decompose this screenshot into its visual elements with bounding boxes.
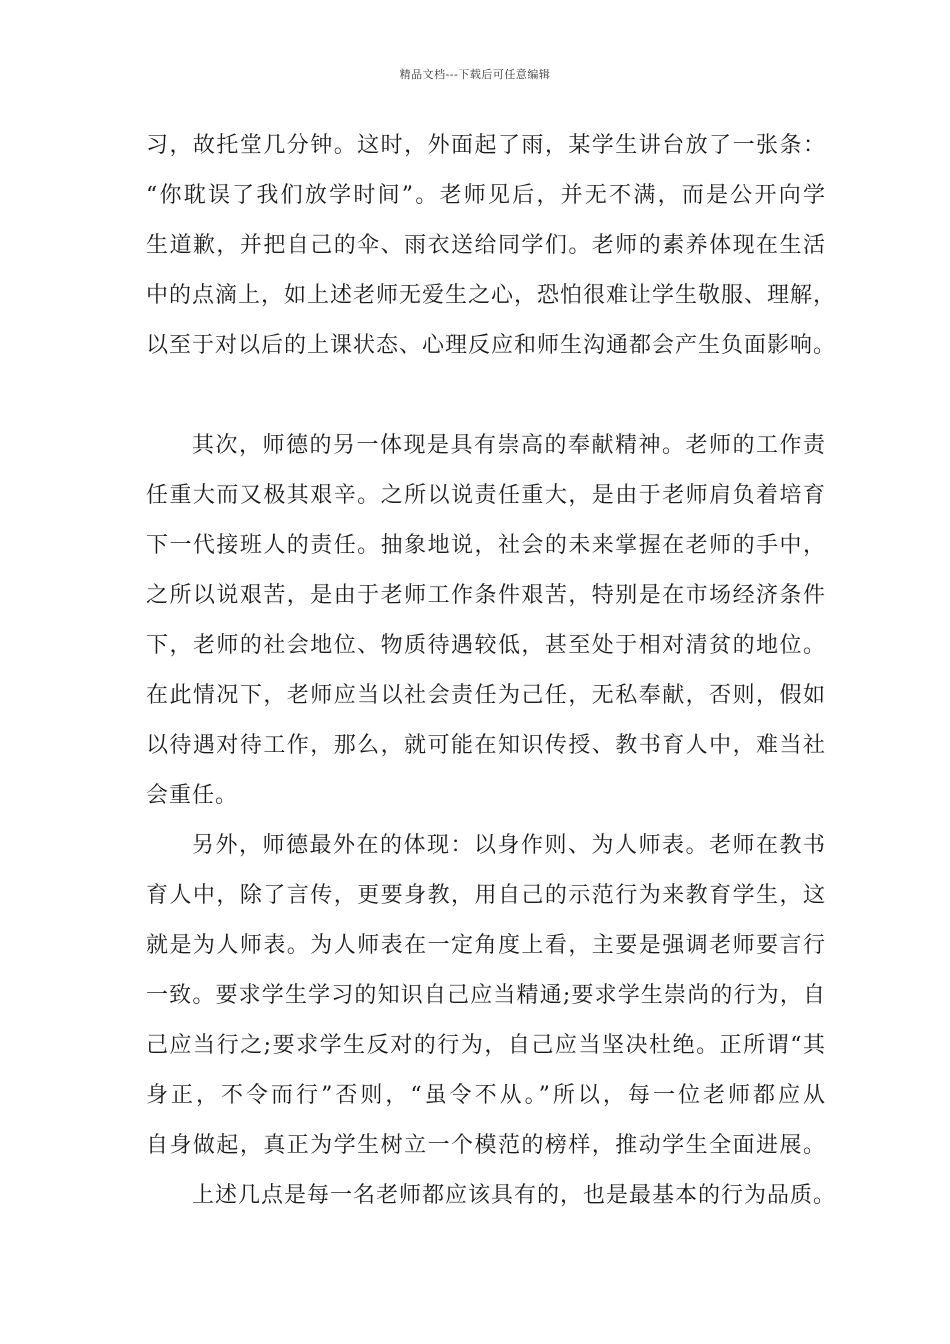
text-line: “你耽误了我们放学时间”。老师见后，并无不满，而是公开向学 bbox=[146, 183, 826, 208]
text-line: 习，故托堂几分钟。这时，外面起了雨，某学生讲台放了一张条： bbox=[146, 133, 826, 158]
text-line: 自身做起，真正为学生树立一个模范的榜样，推动学生全面进展。 bbox=[146, 1133, 826, 1158]
text-line: 中的点滴上，如上述老师无爱生之心，恐怕很难让学生敬服、理解， bbox=[146, 283, 837, 308]
page-header: 精品文档---下载后可任意编辑 bbox=[399, 68, 551, 81]
text-line: 任重大而又极其艰辛。之所以说责任重大，是由于老师肩负着培育 bbox=[146, 483, 826, 508]
text-line: 育人中，除了言传，更要身教，用自己的示范行为来教育学生，这 bbox=[146, 883, 826, 908]
text-line: 在此情况下，老师应当以社会责任为己任，无私奉献，否则，假如 bbox=[146, 683, 826, 708]
paragraph bbox=[146, 828, 826, 1178]
text-line: 以待遇对待工作，那么，就可能在知识传授、教书育人中，难当社 bbox=[146, 733, 826, 758]
text-line: 另外，师德最外在的体现：以身作则、为人师表。老师在教书 bbox=[192, 833, 826, 858]
paragraph-gap bbox=[146, 378, 826, 428]
text-line: 之所以说艰苦，是由于老师工作条件艰苦，特别是在市场经济条件 bbox=[146, 583, 826, 608]
text-line: 下一代接班人的责任。抽象地说，社会的未来掌握在老师的手中， bbox=[146, 533, 826, 558]
text-line: 下，老师的社会地位、物质待遇较低，甚至处于相对清贫的地位。 bbox=[146, 633, 826, 658]
paragraph bbox=[146, 128, 837, 378]
text-line: 己应当行之;要求学生反对的行为，自己应当坚决杜绝。正所谓“其 bbox=[146, 1033, 826, 1058]
paragraph bbox=[146, 428, 826, 828]
paragraph bbox=[146, 1178, 837, 1228]
text-line: 会重任。 bbox=[146, 783, 239, 808]
document-body bbox=[146, 128, 837, 1228]
text-line: 生道歉，并把自己的伞、雨衣送给同学们。老师的素养体现在生活 bbox=[146, 233, 826, 258]
text-line: 上述几点是每一名老师都应该具有的，也是最基本的行为品质。 bbox=[192, 1183, 837, 1208]
text-line: 以至于对以后的上课状态、心理反应和师生沟通都会产生负面影响。 bbox=[146, 333, 837, 358]
text-line: 就是为人师表。为人师表在一定角度上看，主要是强调老师要言行 bbox=[146, 933, 826, 958]
text-line: 身正，不令而行”否则，“虽令不从。”所以，每一位老师都应从 bbox=[146, 1083, 826, 1108]
text-line: 一致。要求学生学习的知识自己应当精通;要求学生崇尚的行为，自 bbox=[146, 983, 826, 1008]
text-line: 其次，师德的另一体现是具有崇高的奉献精神。老师的工作责 bbox=[192, 433, 826, 458]
